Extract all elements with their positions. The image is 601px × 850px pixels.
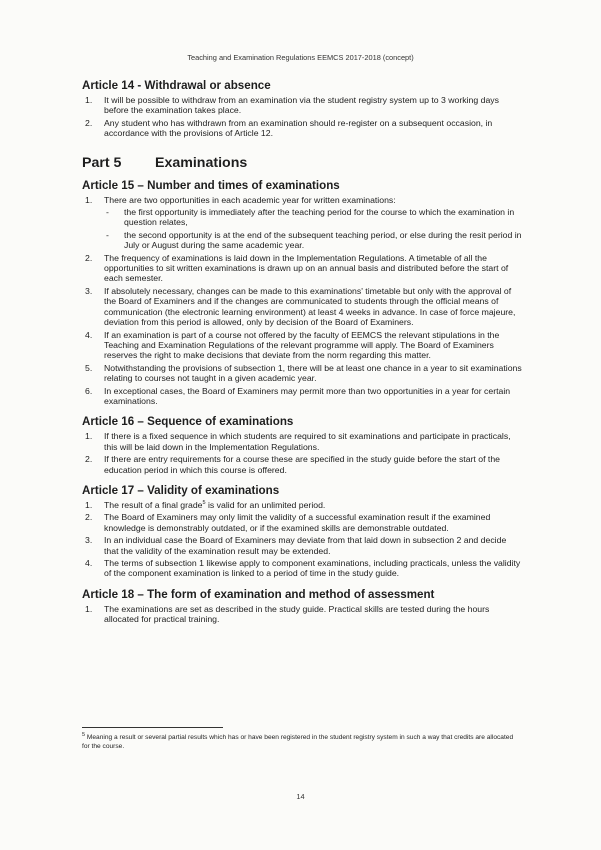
article-15 <box>82 178 522 407</box>
sub-item-text: the second opportunity is at the end of the subsequent teaching period, or else during the resit period in July or August during the same academic year. <box>124 229 522 251</box>
part-heading <box>82 154 522 172</box>
item-number: 2. <box>85 252 93 263</box>
list-item <box>82 95 522 116</box>
item-text: Notwithstanding the provisions of subsection 1, there will be at least one chance in a year to sit examinations relating to courses not taught in a given academic year. <box>104 362 522 384</box>
item-text: If there is a fixed sequence in which students are required to sit examinations and participate in practicals, this will be laid down in the Implementation Regulations. <box>104 431 511 452</box>
item-number: 2. <box>85 512 93 523</box>
item-number: 4. <box>85 329 93 340</box>
item-number: 1. <box>85 194 93 205</box>
part-number: Part 5 <box>82 154 122 171</box>
footnote <box>82 731 522 751</box>
sub-list-item <box>82 230 522 251</box>
item-number: 2. <box>85 117 93 128</box>
item-text-start: The result of a final grade <box>104 499 203 510</box>
item-number: 3. <box>85 285 93 296</box>
item-text: The frequency of examinations is laid down in the Implementation Regulations. A timetable of all the opportunities to sit written examinations is drawn up on an annual basis and distributed before the start of each semester. <box>104 252 509 284</box>
main-content <box>82 78 522 627</box>
item-number: 1. <box>85 431 93 442</box>
article-16 <box>82 414 522 475</box>
dash-bullet: - <box>106 229 109 240</box>
item-text: If an examination is part of a course not offered by the faculty of EEMCS the relevant stipulations in the Teaching and Examination Regulations of the relevant programme will apply. The Board of Examiners reserves the right to make decisions that deviate from the norm regarding this matter. <box>104 329 500 361</box>
list-item <box>82 431 522 452</box>
item-text-end: is valid for an unlimited period. <box>205 499 326 510</box>
item-text: If there are entry requirements for a course these are specified in the study guide before the start of the education period in which this course is offered. <box>104 454 500 475</box>
item-text: The Board of Examiners may only limit the validity of a successful examination result if the examined knowledge is demonstrably outdated, or if the examined skills are demonstrable outdated. <box>104 512 491 533</box>
article-18 <box>82 587 522 625</box>
list-item <box>82 386 522 407</box>
footnote-reference: 5 <box>202 500 206 507</box>
list-item <box>82 500 522 510</box>
article-17 <box>82 483 522 579</box>
item-text: The examinations are set as described in the study guide. Practical skills are tested during the hours allocated for practical training. <box>104 603 490 625</box>
item-number: 3. <box>85 535 93 546</box>
sub-item-text: the first opportunity is immediately after the teaching period for the course to which the examination in question relates, <box>124 207 515 228</box>
article-heading: Article 14 - Withdrawal or absence <box>82 79 271 92</box>
list-item <box>82 286 522 328</box>
item-text: If absolutely necessary, changes can be made to this examinations' timetable but only with the approval of the Board of Examiners and if the changes are communicated to students through the official means of communication (the electronic learning environment) at least 4 weeks in advance. In case of force majeure, deviation from this period is allowed, only by decision of the Board of Examiners. <box>104 285 516 328</box>
item-number: 1. <box>85 499 93 510</box>
part-title: Examinations <box>155 154 248 171</box>
list-item <box>82 454 522 475</box>
footnote-text: Meaning a result or several partial results which has or have been registered in the student registry system in such a way that credits are allocated for the course. <box>82 734 514 750</box>
list-item <box>82 118 522 139</box>
article-heading: Article 15 – Number and times of examinations <box>82 178 340 192</box>
dash-bullet: - <box>106 207 109 218</box>
article-heading: Article 18 – The form of examination and method of assessment <box>82 587 435 601</box>
item-text: In exceptional cases, the Board of Examiners may permit more than two opportunities in a year for certain examinations. <box>104 385 511 406</box>
list-item <box>82 512 522 533</box>
list-item <box>82 253 522 284</box>
list-item <box>82 363 522 384</box>
running-header: Teaching and Examination Regulations EEMCS 2017-2018 (concept) <box>187 53 414 62</box>
sub-list-item <box>82 207 522 228</box>
item-text: There are two opportunities in each academic year for written examinations: <box>104 194 396 205</box>
item-text: Any student who has withdrawn from an examination should re-register on a subsequent occasion, in accordance with the provisions of Article 12. <box>104 117 493 139</box>
item-number: 1. <box>85 603 93 614</box>
list-item <box>82 604 522 625</box>
page-number: 14 <box>296 792 305 801</box>
article-heading: Article 16 – Sequence of examinations <box>82 415 294 429</box>
item-number: 2. <box>85 454 93 465</box>
footnote-divider <box>82 727 223 728</box>
article-14 <box>82 78 522 139</box>
item-text: It will be possible to withdraw from an examination via the student registry system up to 3 working days before the examination takes place. <box>104 95 499 116</box>
item-text: The terms of subsection 1 likewise apply to component examinations, including practicals, unless the validity of the component examination is linked to a period of time in the study guide. <box>104 558 521 579</box>
list-item <box>82 330 522 361</box>
footnote-marker: 5 <box>82 731 86 738</box>
article-heading: Article 17 – Validity of examinations <box>82 483 280 497</box>
item-text: In an individual case the Board of Examiners may deviate from that laid down in subsection 2 and decide that the validity of the examination result may be extended. <box>104 535 507 556</box>
list-item <box>82 195 522 205</box>
item-number: 5. <box>85 362 93 373</box>
list-item <box>82 535 522 556</box>
list-item <box>82 558 522 579</box>
item-number: 6. <box>85 385 93 396</box>
item-number: 4. <box>85 558 93 568</box>
item-number: 1. <box>85 95 93 105</box>
